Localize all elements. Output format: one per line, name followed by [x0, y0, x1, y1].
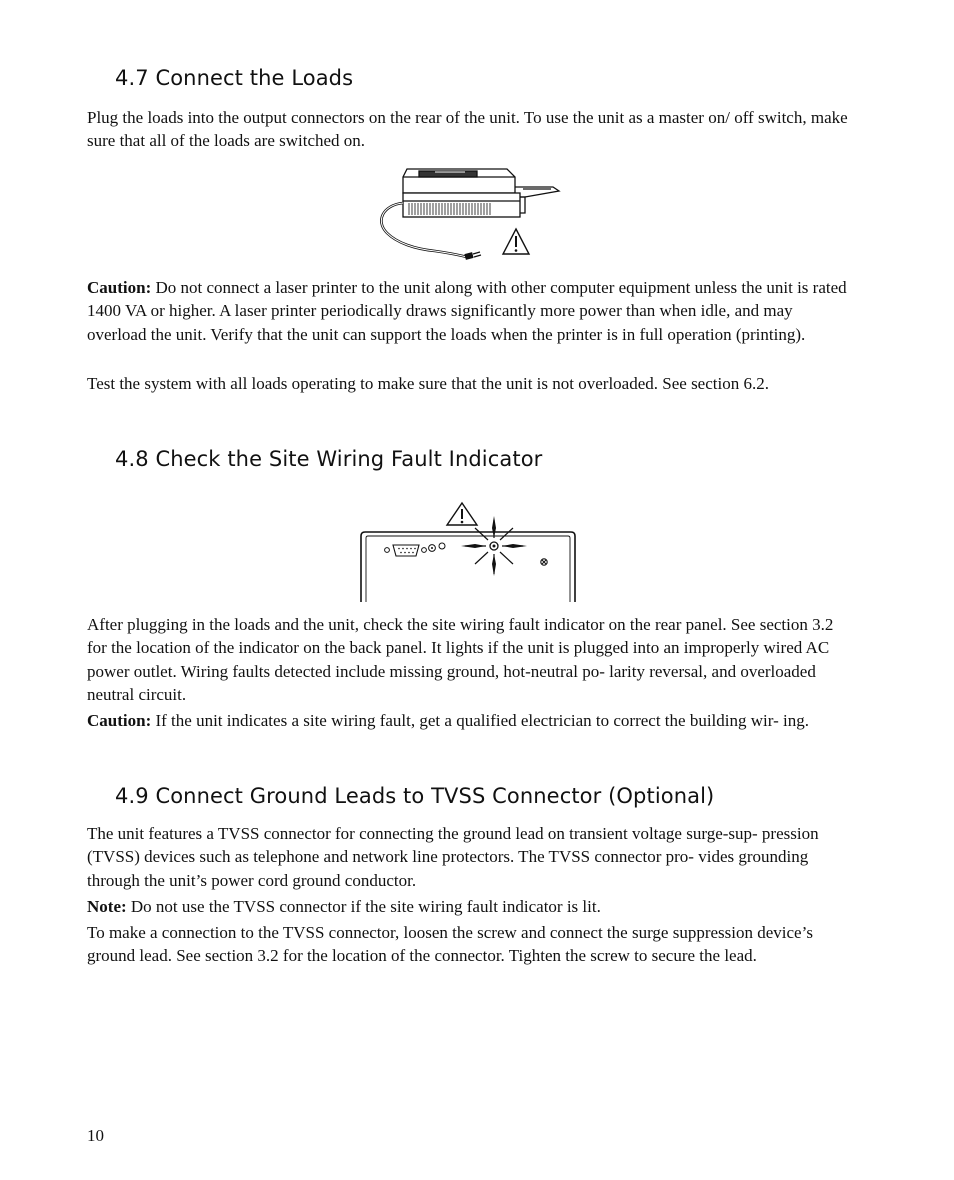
note-text: Do not use the TVSS connector if the site wiring fault indicator is lit. — [126, 897, 601, 916]
site-wiring-body: After plugging in the loads and the unit, check the site wiring fault indicator on the rear panel. See section 3.2 for the location of the indicator on the back panel. It lights if the unit is plugged into an improperly wired AC power outlet. Wiring faults detected include missing ground, hot-neutral po- larity reversal, and overloaded neutral circuit. — [87, 615, 834, 704]
laser-printer-illustration — [375, 163, 565, 265]
caution-text: Do not connect a laser printer to the unit along with other computer equipment unless the unit is rated 1400 VA or higher. A laser printer periodically draws significantly more power than when idle, and may overload the unit. Verify that the unit can support the loads when the printer is in full operation (printing). — [87, 278, 847, 344]
site-wiring-caution — [87, 709, 855, 732]
caution-label: Caution: — [87, 711, 152, 730]
caution-text: If the unit indicates a site wiring fault, get a qualified electrician to correct the building wir- ing. — [151, 711, 809, 730]
tvss-body: The unit features a TVSS connector for connecting the ground lead on transient voltage surge-sup- pression (TVSS) devices such as telephone and network line protectors. The TVSS connector pro- vides grounding through the unit’s power cord ground conductor. — [87, 824, 819, 890]
laser-printer-caution — [87, 276, 855, 346]
note-label: Note: — [87, 897, 127, 916]
page-number: 10 — [87, 1126, 104, 1145]
rear-panel-illustration — [357, 498, 579, 604]
section-heading-4-7: 4.7 Connect the Loads — [115, 66, 354, 90]
overload-test-text: Test the system with all loads operating to make sure that the unit is not overloaded. See section 6.2. — [87, 374, 769, 393]
section-heading-4-8: 4.8 Check the Site Wiring Fault Indicator — [115, 447, 543, 471]
tvss-connect-text: To make a connection to the TVSS connector, loosen the screw and connect the surge suppression device’s ground lead. See section 3.2 for the location of the connector. Tighten the screw to secure the lead. — [87, 923, 813, 966]
warning-icon — [503, 229, 529, 254]
warning-icon — [447, 503, 477, 525]
tvss-note — [87, 895, 855, 918]
connect-loads-intro: Plug the loads into the output connectors on the rear of the unit. To use the unit as a master on/ off switch, make sure that all of the loads are switched on. — [87, 108, 848, 151]
caution-label: Caution: — [87, 278, 152, 297]
tvss-screw-icon — [541, 559, 547, 565]
section-heading-4-9: 4.9 Connect Ground Leads to TVSS Connector (Optional) — [115, 784, 715, 808]
